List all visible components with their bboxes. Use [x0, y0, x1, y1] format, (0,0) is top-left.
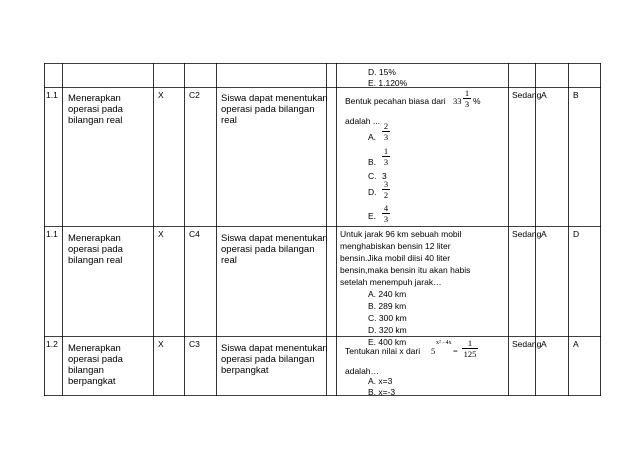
- indicator-line: real: [221, 255, 237, 266]
- question-stem-line: Untuk jarak 96 km sebuah mobil: [340, 229, 462, 239]
- competency-line: bilangan: [68, 365, 104, 376]
- question-type: A: [541, 339, 547, 349]
- option-d: D. 15%: [368, 67, 396, 77]
- indicator-line: operasi pada bilangan: [221, 244, 315, 255]
- class-cell: X: [158, 90, 164, 100]
- competency-line: Menerapkan: [68, 343, 121, 354]
- option-fraction: 2 3: [383, 121, 389, 142]
- competency-line: Menerapkan: [68, 233, 121, 244]
- competency-line: Menerapkan: [68, 93, 121, 104]
- option-fraction: 4 3: [383, 203, 389, 224]
- question-stem-line: bensin.Jika mobil diisi 40 liter: [340, 253, 451, 263]
- option-value: 3: [382, 171, 387, 181]
- option: B. 289 km: [368, 301, 407, 311]
- option-fraction: 3 2: [383, 179, 389, 200]
- class-cell: X: [158, 339, 164, 349]
- option-fraction: 1 3: [383, 146, 389, 167]
- mixed-number-fraction: 1 3: [464, 88, 470, 109]
- question-stem-line2: adalah ...: [345, 116, 380, 126]
- mixed-number-whole: 33: [453, 96, 462, 106]
- competency-line: operasi pada: [68, 354, 123, 365]
- question-type: A: [541, 229, 547, 239]
- indicator-line: operasi pada bilangan: [221, 104, 315, 115]
- option: A. 240 km: [368, 289, 407, 299]
- exponent-base: 5: [431, 346, 436, 356]
- row-number: 1.1: [46, 229, 58, 239]
- difficulty: Sedang: [512, 229, 542, 239]
- option: C. 300 km: [368, 313, 407, 323]
- indicator-line: operasi pada bilangan: [221, 354, 315, 365]
- option: E. 400 km: [368, 337, 407, 347]
- competency-line: bilangan real: [68, 115, 123, 126]
- competency-line: operasi pada: [68, 244, 123, 255]
- answer-key: A: [573, 339, 579, 349]
- option-label: A.: [368, 132, 377, 142]
- option-label: B.: [368, 157, 377, 167]
- equals-sign: =: [453, 346, 458, 356]
- option-label: E.: [368, 211, 377, 221]
- question-stem-line: setelah menempuh jarak…: [340, 277, 442, 287]
- exponent: x² −4x: [436, 340, 452, 346]
- indicator-line: berpangkat: [221, 365, 269, 376]
- option-e: E. 1.120%: [368, 78, 408, 88]
- row-number: 1.2: [46, 339, 58, 349]
- answer-key: B: [573, 90, 579, 100]
- option-label: D.: [368, 187, 377, 197]
- indicator-line: Siswa dapat menentukan: [221, 93, 328, 104]
- answer-key: D: [573, 229, 580, 239]
- question-stem-line: bensin,maka bensin itu akan habis: [340, 265, 471, 275]
- cognitive-level: C2: [189, 90, 200, 100]
- option: D. 320 km: [368, 325, 407, 335]
- question-stem: Bentuk pecahan biasa dari: [345, 96, 446, 106]
- competency-line: bilangan real: [68, 255, 123, 266]
- indicator-line: Siswa dapat menentukan: [221, 233, 328, 244]
- cognitive-level: C3: [189, 339, 200, 349]
- cognitive-level: C4: [189, 229, 200, 239]
- competency-line: berpangkat: [68, 376, 116, 387]
- question-stem-line: menghabiskan bensin 12 liter: [340, 241, 451, 251]
- difficulty: Sedang: [512, 339, 542, 349]
- option: A. x=3: [368, 376, 393, 386]
- question-stem-line2: adalah…: [345, 366, 380, 376]
- row-number: 1.1: [46, 90, 58, 100]
- option: B. x=-3: [368, 387, 396, 397]
- option-label: C.: [368, 171, 377, 181]
- question-type: A: [541, 90, 547, 100]
- question-stem: Tentukan nilai x dari: [345, 346, 421, 356]
- indicator-line: real: [221, 115, 237, 126]
- class-cell: X: [158, 229, 164, 239]
- difficulty: Sedang: [512, 90, 542, 100]
- competency-line: operasi pada: [68, 104, 123, 115]
- percent-sign: %: [473, 96, 481, 106]
- indicator-line: Siswa dapat menentukan: [221, 343, 328, 354]
- equation-fraction: 1 125: [463, 338, 477, 359]
